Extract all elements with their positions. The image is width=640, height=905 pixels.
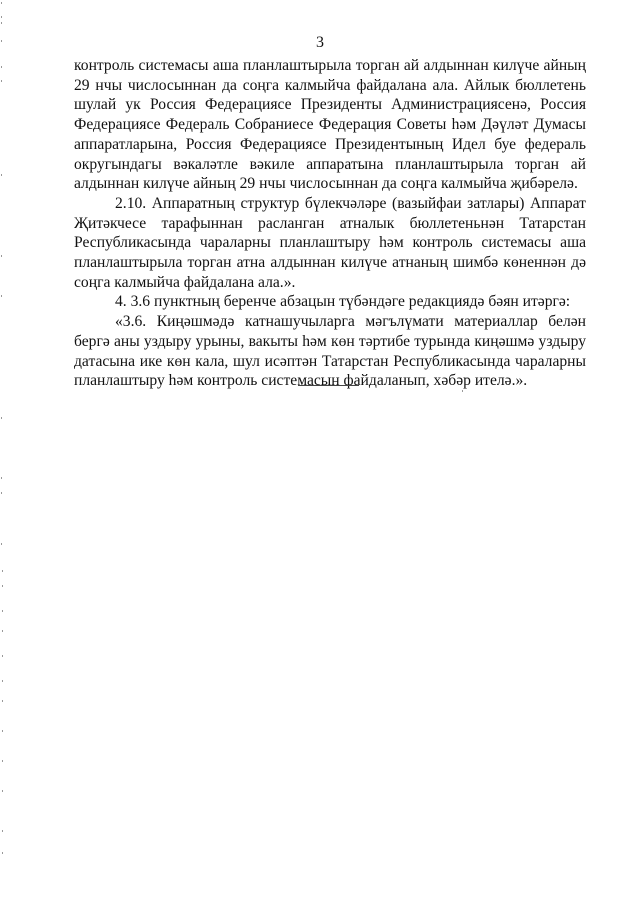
scan-speck [1,255,2,257]
scan-speck [2,630,3,632]
document-body [74,56,586,391]
scan-speck [1,543,2,545]
scan-speck [2,730,3,732]
paragraph-3-6-quote: «3.6. Киңәшмәдә катнашучыларга мәгълүмати материаллар белән бергә аны уздыру урыны, вакыты һәм көн тәртибе турында киңәшмә уздыру датасына ике көн кала, шул исәптән Татарстан Республикасында чараларны планлаштыру һәм контроль системасын файдаланып, хәбәр ителә.». [74,313,586,390]
scan-speck [2,830,3,832]
scan-speck [2,585,3,587]
scan-speck [2,790,3,792]
paragraph-continuation: контроль системасы аша планлаштырыла торган ай алдыннан килүче айның 29 нчы числосыннан да соңга калмыйча файдалана ала. Айлык бюллетень шулай ук Россия Федерациясе Президенты Администрациясенә, Россия Федерациясе Федераль Собраниесе Федерация Советы һәм Дәүләт Думасы аппаратларына, Россия Федерациясе Президентының Идел буе федераль округындагы вәкаләтле вәкиле аппаратына планлаштырыла торган ай алдыннан килүче айның 29 нчы числосыннан да соңга калмыйча җибәрелә. [74,57,586,193]
page-number: 3 [316,34,324,51]
scan-speck [462,390,463,392]
scan-speck [2,680,3,682]
paragraph-2-10: 2.10. Аппаратның структур бүлекчәләре (вазыйфаи затлары) Аппарат Җитәкчесе тарафыннан расланган атналык бюллетеньнән Татарстан Республикасында чараларны планлаштыру һәм контроль системасы аша планлаштырыла торган атна алдыннан килүче атнаның шимбә көненнән дә соңга калмыйча файдалана ала.». [74,194,586,291]
scan-speck [2,700,3,702]
scan-speck [1,22,2,24]
scan-speck [1,174,2,176]
scan-speck [2,852,3,854]
scan-speck [2,760,3,762]
paragraph-item-4: 4. 3.6 пунктның беренче абзацын түбәндәге редакциядә бәян итәргә: [115,293,571,311]
scan-speck [1,477,2,479]
scan-speck [1,417,2,419]
scan-speck [2,610,3,612]
scan-speck [2,655,3,657]
scan-speck [1,295,2,297]
end-divider-line [298,385,359,386]
scan-speck [1,16,2,18]
scan-speck [1,2,2,4]
scan-speck [1,40,2,42]
scan-speck [1,492,2,494]
scan-speck [1,80,2,82]
scan-speck [2,570,3,572]
scan-speck [1,66,2,68]
